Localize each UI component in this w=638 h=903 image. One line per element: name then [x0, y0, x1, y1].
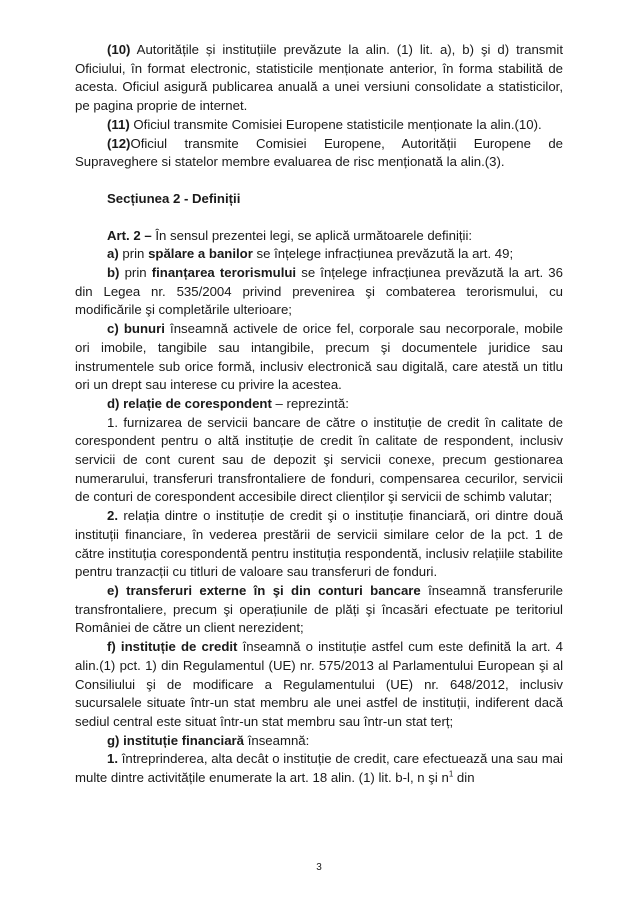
paragraph-label: (11)	[107, 116, 130, 132]
paragraph-12	[75, 135, 563, 172]
definition-text: înseamnă:	[244, 732, 310, 748]
definition-text: întreprinderea, alta decât o instituție de credit, care efectuează una sau mai multe dintre activitățile enumerate la art. 18 alin. (1) lit. b-l, n şi n	[75, 751, 563, 786]
definition-text: se înțelege infracțiunea prevăzută la art. 36 din Legea nr. 535/2004 privind prevenirea şi combaterea terorismului, cu modificările şi completările ulterioare;	[75, 265, 563, 318]
definition-d	[75, 395, 563, 414]
superscript-number: 1	[448, 769, 454, 779]
definition-text: 1. furnizarea de servicii bancare de către o instituție de credit în calitate de corespondent pentru o altă instituție de credit în calitate de respondent, inclusiv servicii de cont curent sau de depozit şi servicii conexe, precum gestionarea numerarului, transferuri transfrontaliere de fonduri, compensarea cecurilor, servicii de conturi de corespondent accesibile direct clienților şi servicii de schimb valutar;	[75, 414, 563, 505]
page-number: 3	[316, 862, 322, 873]
definition-text: prin	[119, 265, 152, 281]
definition-f	[75, 638, 563, 732]
definition-text: înseamnă transferurile transfrontaliere, precum şi operațiunile de plăți şi încasări efectuate pe teritoriul României de către un client nerezident;	[75, 582, 563, 636]
definition-label: b)	[107, 265, 120, 281]
definition-term: g) instituție financiară	[107, 732, 245, 748]
paragraph-11	[75, 116, 563, 135]
article-label: Art. 2 –	[107, 227, 152, 243]
section-heading-text: Secțiunea 2 - Definiții	[107, 190, 241, 206]
definition-term: spălare a banilor	[148, 246, 253, 262]
definition-a	[75, 245, 563, 264]
point-label: 1.	[107, 751, 118, 767]
definition-text: relația dintre o instituție de credit şi o instituție financiară, ori dintre două instituții financiare, în vederea prestării de servicii similare celor de la pct. 1 de către instituția corespondentă pentru instituția respondentă, inclusiv relațiile stabilite pentru tranzacții cu titluri de valoare sau transferuri de fonduri.	[75, 508, 563, 580]
section-heading	[75, 190, 563, 209]
definition-text: se înțelege infracțiunea prevăzută la art. 49;	[252, 246, 514, 262]
definition-d-point-2	[75, 507, 563, 582]
paragraph-label: (12)	[107, 135, 131, 151]
definition-text: din	[453, 770, 475, 786]
paragraph-label: (10)	[107, 42, 131, 57]
definition-e	[75, 582, 563, 638]
definition-text: înseamnă activele de orice fel, corporale sau necorporale, mobile ori imobile, tangibile sau intangibile, precum şi documentele juridice sau instrumentele sub orice formă, inclusiv electronică sau digitală, care atestă un titlu ori un drept sau interese cu privire la acestea.	[75, 321, 563, 393]
definition-d-point-1	[75, 414, 563, 508]
definition-c	[75, 320, 563, 395]
definition-term: d) relație de corespondent	[107, 395, 272, 411]
document-body	[75, 41, 563, 788]
definition-b	[75, 264, 563, 320]
paragraph-text: Oficiul transmite Comisiei Europene, Autorității Europene de Supraveghere si statelor membre evaluarea de risc menționată la alin.(3).	[75, 135, 563, 170]
article-text: În sensul prezentei legi, se aplică următoarele definiții:	[151, 227, 473, 243]
definition-term: finanțarea terorismului	[151, 265, 297, 281]
definition-label: a)	[107, 246, 119, 262]
definition-g-point-1	[75, 750, 563, 787]
paragraph-10	[75, 41, 563, 116]
paragraph-text: Oficiul transmite Comisiei Europene statisticile menționate la alin.(10).	[129, 116, 542, 132]
definition-term: c) bunuri	[107, 321, 165, 337]
definition-term: e) transferuri externe în şi din conturi bancare	[107, 582, 421, 598]
definition-text: prin	[118, 246, 149, 262]
paragraph-text: Autoritățile și instituțiile prevăzute la alin. (1) lit. a), b) şi d) transmit Oficiului, în format electronic, statisticile menționate anterior, în forma stabilită de acesta. Oficiul asigură publicarea anuală a unei versiuni consolidate a statisticilor, pe pagina proprie de internet.	[75, 42, 563, 114]
point-label: 2.	[107, 508, 118, 524]
definition-term: f) instituție de credit	[107, 639, 238, 655]
definition-text: înseamnă o instituție astfel cum este definită la art. 4 alin.(1) pct. 1) din Regulamentul (UE) nr. 575/2013 al Parlamentului European şi al Consiliului şi de modificare a Regulamentului (UE) nr. 648/2012, inclusiv sucursalele situate într-un stat membru ale unei astfel de instituții, indiferent dacă sediul central este situat într-un stat membru sau într-un stat terț;	[75, 639, 563, 729]
definition-g	[75, 732, 563, 751]
article-2	[75, 227, 563, 246]
definition-text: – reprezintă:	[271, 395, 349, 411]
